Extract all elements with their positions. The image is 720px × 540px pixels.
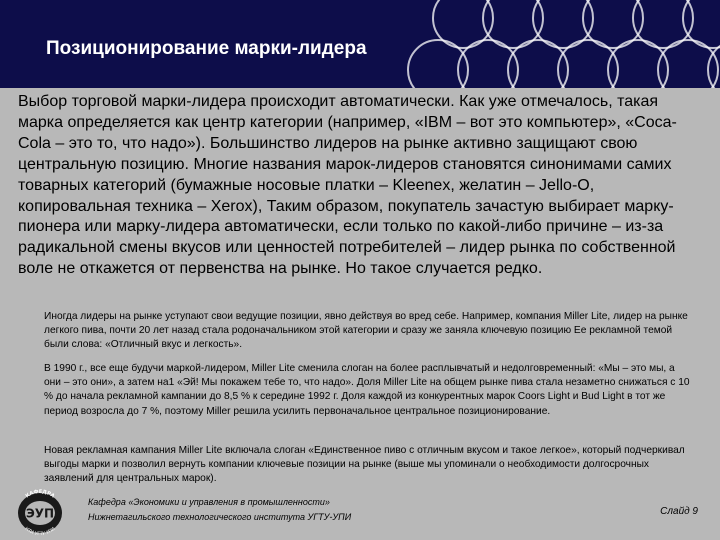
footer-department: Кафедра «Экономики и управления в промышленности» [88, 497, 330, 507]
content-area [0, 88, 720, 540]
title-band [0, 0, 720, 88]
main-paragraph: Выбор торговой марки-лидера происходит автоматически. Как уже отмечалось, такая марка определяется как центр категории (например, «IBM – вот это компьютер», «Coca-Cola – это то, что надо»). Большинство лидеров на рынке активно защищают свою центральную позицию. Многие названия марок-лидеров становятся синонимами самих товарных категорий (бумажные носовые платки – Kleenex, желатин – Jello-O, копировальная техника – Xerox), Таким образом, покупатель зачастую выбирает марку-пионера или марку-лидера автоматически, если только по какой-либо причине – из-за радикальной смены вкусов или ценностей потребителей – лидер рынка по собственной воле не откажется от первенства на рынке. Но такое случается редко. [18, 93, 677, 278]
department-logo [10, 486, 70, 536]
logo-bottom-text: НТИ УГТУ-УПИ [23, 526, 57, 536]
logo-center-text: ЭУП [25, 506, 55, 521]
logo-top-text: КАФЕДРА [24, 488, 56, 500]
slide-number: Слайд 9 [660, 506, 698, 517]
slide-title: Позиционирование марки-лидера [46, 38, 367, 59]
note-paragraph-3: Новая рекламная кампания Miller Lite включала слоган «Единственное пиво с отличным вкусом и такое легкое», который подчеркивал выгоды марки и позволил вернуть компании ключевые позиции на рынке (выше мы упоминали о необходимости долгосрочных заявлений для центральных марок). [44, 445, 685, 485]
footer [0, 486, 720, 540]
footer-institute: Нижнетагильского технологического института УГТУ-УПИ [88, 512, 352, 522]
note-paragraph-1: Иногда лидеры на рынке уступают свои ведущие позиции, явно действуя во вред себе. Например, компания Miller Lite, лидер на рынке легкого пива, почти 20 лет назад стала родоначальником этой категории и сразу же заняла ключевую позицию Ее рекламной темой были слова: «Отличный вкус и легкость». [44, 311, 688, 351]
note-paragraph-2: В 1990 г., все еще будучи маркой-лидером, Miller Lite сменила слоган на более расплывчатый и недолговременный: «Мы – это мы, а они – это они», а затем на1 «Эй! Мы покажем тебе то, что надо». Доля Miller Lite на общем рынке пива стала незаметно снижаться с 10 % до начала рекламной кампании до 8,5 % к середине 1992 г. Доля каждой из конкурентных марок Coors Light и Bud Light в тот же период возросла до 7 %, поэтому Miller решила усилить первоначальное центральное позиционирование. [44, 363, 690, 417]
